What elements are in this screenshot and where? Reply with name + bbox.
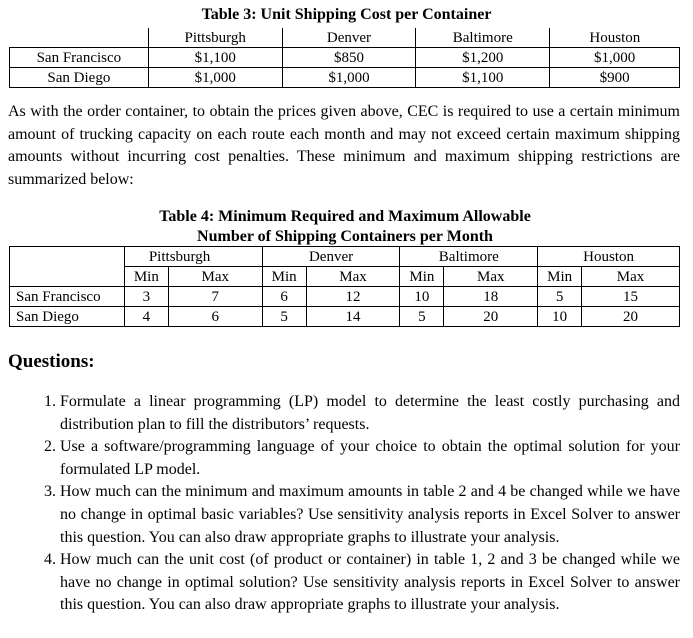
questions-list [0,391,680,617]
table4-max-header: Max [582,267,680,287]
table3-corner-cell [10,28,149,48]
table3-cell: $1,200 [416,48,550,68]
table3-cell: $1,100 [148,48,282,68]
table4-cell: 7 [168,287,262,307]
table4-row-label: San Francisco [10,287,125,307]
table4-city-header: Houston [538,247,680,267]
table4-title-line1: Table 4: Minimum Required and Maximum Allowable [159,208,531,225]
table3-col-header: Houston [550,28,680,48]
table-row [10,68,680,88]
table3-row-label: San Diego [10,68,149,88]
table4-title-line2: Number of Shipping Containers per Month [197,228,493,245]
table4-city-header: Pittsburgh [124,247,262,267]
table4-cell: 5 [538,287,582,307]
table3-cell: $1,000 [148,68,282,88]
table3-col-header: Baltimore [416,28,550,48]
table3-col-header: Pittsburgh [148,28,282,48]
table4-cell: 18 [444,287,538,307]
table4-cell: 20 [444,307,538,327]
table4-cell: 3 [124,287,168,307]
table-row [10,48,680,68]
list-item: 4. How much can the unit cost (of product or container) in table 1, 2 and 3 be changed while we have no change in optimal solution? Use sensitivity analysis reports in Excel Solver to answer this question. You can also draw appropriate graphs to illustrate your analysis. [60,549,680,617]
table3-cell: $900 [550,68,680,88]
list-item: 2. Use a software/programming language of your choice to obtain the optimal solution for your formulated LP model. [60,436,680,481]
table4-cell: 4 [124,307,168,327]
table3-cell: $1,000 [282,68,416,88]
table4-cell: 5 [400,307,444,327]
table4 [9,246,680,327]
table4-corner-cell [10,247,125,267]
table4-max-header: Max [444,267,538,287]
table3-row-label: San Francisco [10,48,149,68]
table4-cell: 6 [168,307,262,327]
table4-cell: 20 [582,307,680,327]
table-row [10,287,680,307]
table4-title [100,207,590,247]
table4-cell: 10 [538,307,582,327]
table4-corner-cell [10,267,125,287]
table-row [10,307,680,327]
table3-title: Table 3: Unit Shipping Cost per Container [201,6,492,23]
table4-min-header: Min [538,267,582,287]
table4-min-header: Min [262,267,306,287]
table4-city-header: Denver [262,247,400,267]
table4-cell: 12 [306,287,400,307]
table3-col-header: Denver [282,28,416,48]
body-paragraph: As with the order container, to obtain the prices given above, CEC is required to use a certain minimum amount of trucking capacity on each route each month and may not exceed certain maximum shipping amounts without incurring cost penalties. These minimum and maximum shipping restrictions are summarized below: [8,103,680,188]
table4-max-header: Max [306,267,400,287]
table4-max-header: Max [168,267,262,287]
table4-city-header: Baltimore [400,247,538,267]
list-item: 1. Formulate a linear programming (LP) model to determine the least costly purchasing and distribution plan to fill the distributors’ requests. [60,391,680,436]
table4-min-header: Min [124,267,168,287]
questions-heading: Questions: [8,351,95,372]
table4-cell: 5 [262,307,306,327]
table4-city-row [10,247,680,267]
table3 [9,28,680,88]
table3-cell: $1,100 [416,68,550,88]
table4-cell: 14 [306,307,400,327]
table3-header-row [10,28,680,48]
table4-cell: 15 [582,287,680,307]
table4-min-header: Min [400,267,444,287]
table3-cell: $1,000 [550,48,680,68]
table4-minmax-row [10,267,680,287]
table4-cell: 10 [400,287,444,307]
table3-cell: $850 [282,48,416,68]
table4-row-label: San Diego [10,307,125,327]
table4-cell: 6 [262,287,306,307]
list-item: 3. How much can the minimum and maximum amounts in table 2 and 4 be changed while we have no change in optimal basic variables? Use sensitivity analysis reports in Excel Solver to answer this question. You can also draw appropriate graphs to illustrate your analysis. [60,481,680,549]
